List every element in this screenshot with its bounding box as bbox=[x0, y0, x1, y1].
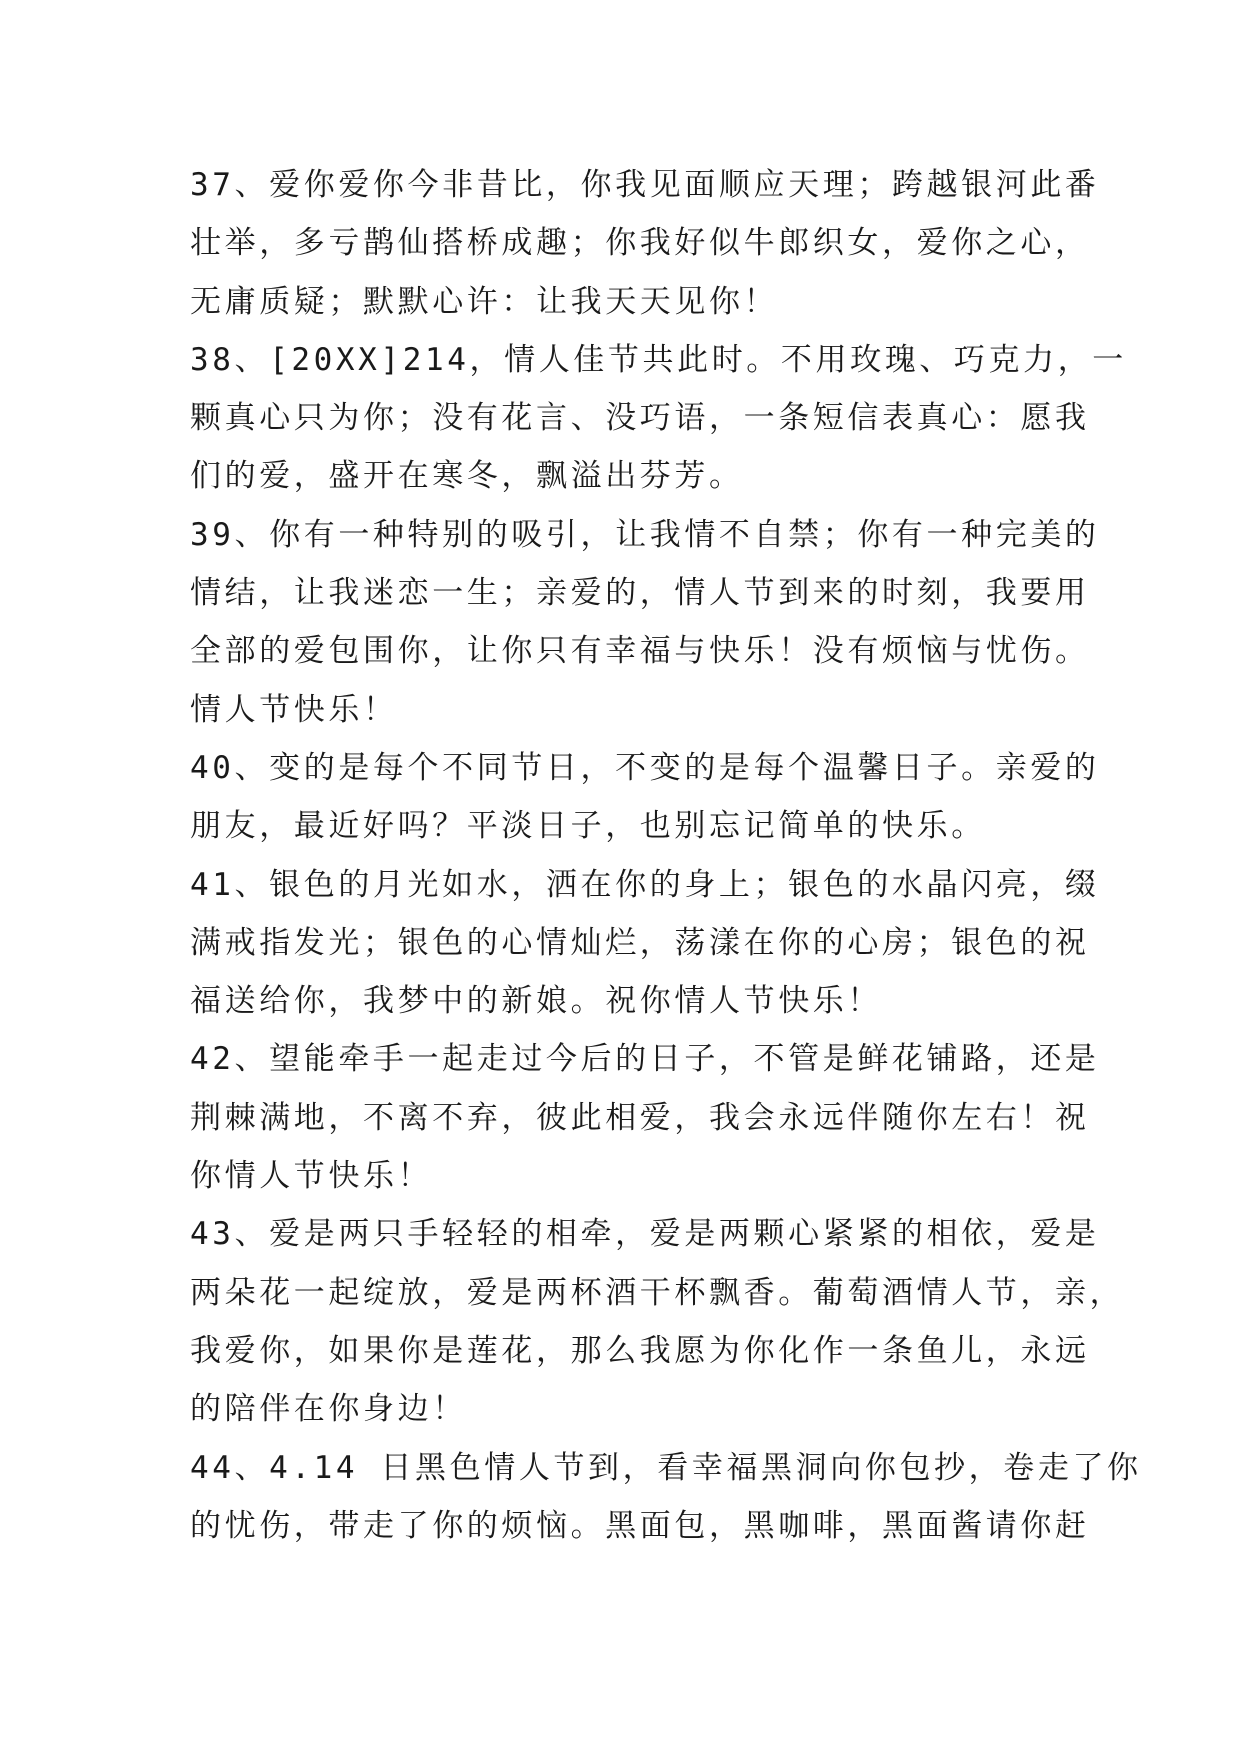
text-line: 40、变的是每个不同节日，不变的是每个温馨日子。亲爱的 bbox=[190, 749, 1100, 786]
text-line: 颗真心只为你；没有花言、没巧语，一条短信表真心：愿我 bbox=[190, 400, 1090, 437]
text-line: 44、4.14 日黑色情人节到，看幸福黑洞向你包抄，卷走了你 bbox=[190, 1449, 1142, 1486]
text-line: 情人节快乐！ bbox=[190, 691, 398, 728]
text-line: 无庸质疑；默默心许：让我天天见你！ bbox=[190, 283, 779, 320]
text-line: 的忧伤，带走了你的烦恼。黑面包，黑咖啡，黑面酱请你赶 bbox=[190, 1507, 1090, 1544]
text-line: 41、银色的月光如水，洒在你的身上；银色的水晶闪亮，缀 bbox=[190, 866, 1100, 903]
text-line: 福送给你，我梦中的新娘。祝你情人节快乐！ bbox=[190, 983, 882, 1020]
text-line: 们的爱，盛开在寒冬，飘溢出芬芳。 bbox=[190, 458, 744, 495]
text-line: 朋友，最近好吗？平淡日子，也别忘记简单的快乐。 bbox=[190, 808, 986, 845]
text-line: 两朵花一起绽放，爱是两杯酒干杯飘香。葡萄酒情人节，亲， bbox=[190, 1274, 1125, 1311]
text-line: 37、爱你爱你今非昔比，你我见面顺应天理；跨越银河此番 bbox=[190, 167, 1100, 203]
document-body bbox=[190, 156, 1142, 1555]
text-line: 满戒指发光；银色的心情灿烂，荡漾在你的心房；银色的祝 bbox=[190, 924, 1090, 961]
text-line: 情结，让我迷恋一生；亲爱的，情人节到来的时刻，我要用 bbox=[190, 575, 1090, 612]
text-line: 39、你有一种特别的吸引，让我情不自禁；你有一种完美的 bbox=[190, 516, 1100, 553]
text-line: 我爱你，如果你是莲花，那么我愿为你化作一条鱼儿，永远 bbox=[190, 1332, 1090, 1369]
text-line: 荆棘满地，不离不弃，彼此相爱，我会永远伴随你左右！祝 bbox=[190, 1099, 1090, 1136]
text-line: 的陪伴在你身边！ bbox=[190, 1391, 467, 1428]
text-line: 你情人节快乐！ bbox=[190, 1158, 433, 1195]
text-line: 38、[20XX]214，情人佳节共此时。不用玫瑰、巧克力，一 bbox=[190, 341, 1127, 378]
text-line: 壮举，多亏鹊仙搭桥成趣；你我好似牛郎织女，爱你之心， bbox=[190, 225, 1090, 262]
text-line: 42、望能牵手一起走过今后的日子，不管是鲜花铺路，还是 bbox=[190, 1041, 1100, 1078]
text-line: 43、爱是两只手轻轻的相牵，爱是两颗心紧紧的相依，爱是 bbox=[190, 1216, 1100, 1253]
text-line: 全部的爱包围你，让你只有幸福与快乐！没有烦恼与忧伤。 bbox=[190, 633, 1090, 670]
